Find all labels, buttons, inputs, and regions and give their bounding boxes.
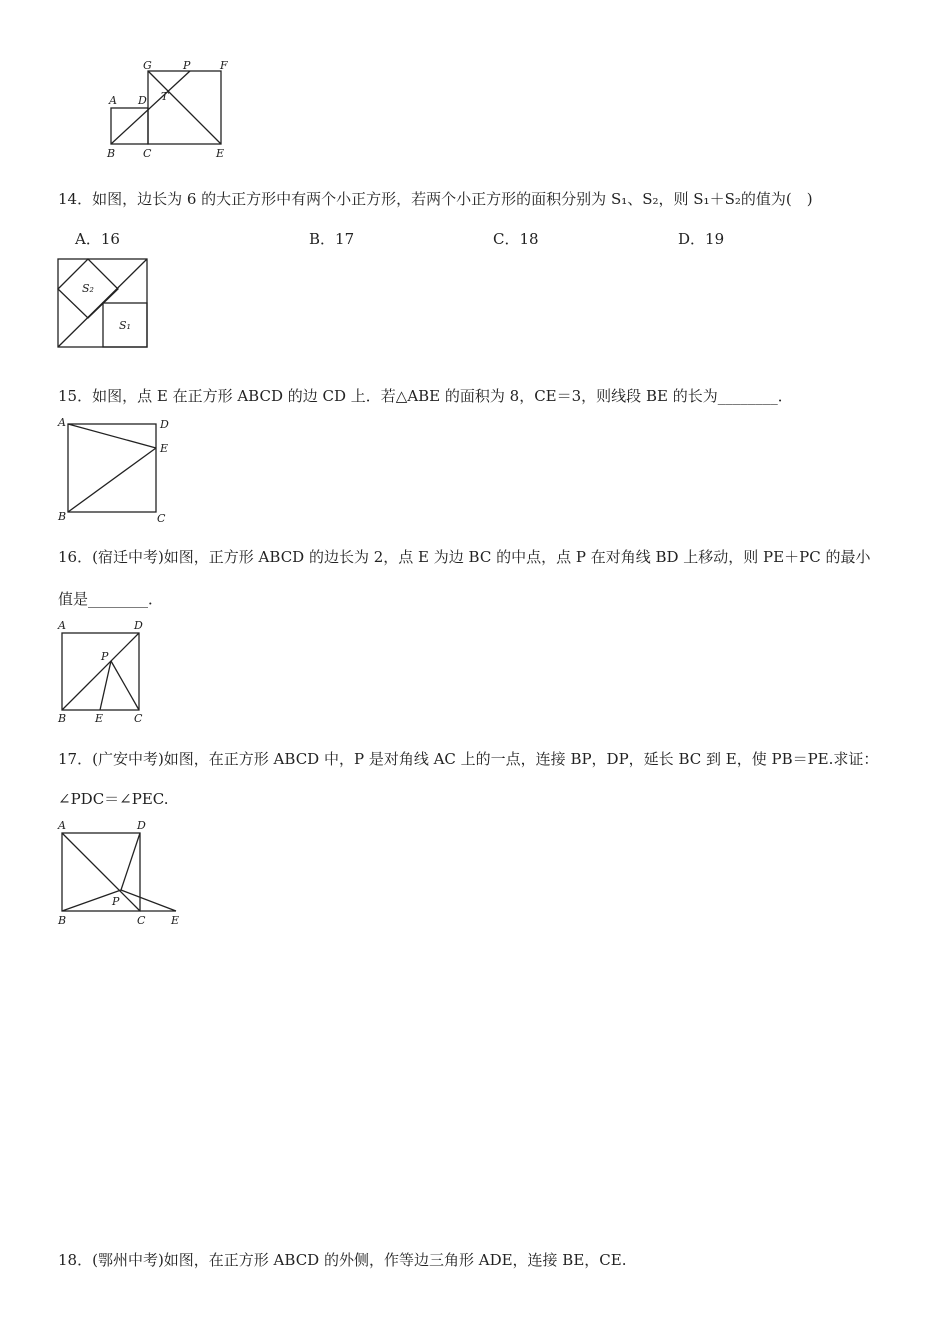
diagonal-ac	[62, 833, 140, 911]
label-b: B	[58, 914, 67, 927]
label-d: D	[160, 418, 169, 431]
label-e: E	[95, 712, 104, 725]
q17-text-line2: ∠PDC＝∠PEC.	[58, 790, 169, 808]
label-d: D	[138, 94, 147, 107]
label-c: C	[134, 712, 143, 725]
label-d: D	[137, 819, 146, 832]
label-p: P	[112, 895, 120, 908]
label-b: B	[107, 147, 116, 160]
label-a: A	[58, 416, 66, 429]
q14-text: 14．如图，边长为 6 的大正方形中有两个小正方形，若两个小正方形的面积分别为 S₁、S₂，则 S₁＋S₂的值为( )	[58, 190, 813, 208]
label-p: P	[101, 650, 109, 663]
label-b: B	[58, 712, 67, 725]
line-d-to-p	[121, 833, 140, 890]
q17-text-line1: 17．(广安中考)如图，在正方形 ABCD 中，P 是对角线 AC 上的一点，连接 BP，DP，延长 BC 到 E，使 PB＝PE.求证：	[58, 750, 879, 768]
q16-text-line1: 16．(宿迁中考)如图，正方形 ABCD 的边长为 2，点 E 为边 BC 的中点，点 P 在对角线 BD 上移动，则 PE＋PC 的最小	[58, 548, 871, 566]
label-g: G	[143, 59, 152, 72]
label-f: F	[220, 59, 228, 72]
q18-text: 18．(鄂州中考)如图，在正方形 ABCD 的外侧，作等边三角形 ADE，连接 BE，CE.	[58, 1251, 627, 1269]
label-a: A	[58, 619, 66, 632]
q16-text-line2: 值是________．	[58, 590, 164, 608]
q14-option-c: C．18	[493, 230, 539, 248]
q14-option-a: A．16	[75, 230, 120, 248]
q15-text: 15．如图，点 E 在正方形 ABCD 的边 CD 上．若△ABE 的面积为 8，CE＝3，则线段 BE 的长为________．	[58, 387, 793, 405]
q14-option-d: D．19	[678, 230, 725, 248]
label-e: E	[160, 442, 169, 455]
label-c: C	[157, 512, 166, 525]
q14-option-b: B．17	[309, 230, 355, 248]
label-b: B	[58, 510, 67, 523]
label-s1: S₁	[119, 319, 131, 332]
label-c: C	[143, 147, 152, 160]
label-p: P	[183, 59, 191, 72]
label-e: E	[171, 914, 180, 927]
label-c: C	[137, 914, 146, 927]
label-t: T	[161, 90, 169, 103]
label-s2: S₂	[82, 282, 94, 295]
label-e: E	[216, 147, 225, 160]
label-a: A	[109, 94, 117, 107]
label-a: A	[58, 819, 66, 832]
label-d: D	[134, 619, 143, 632]
